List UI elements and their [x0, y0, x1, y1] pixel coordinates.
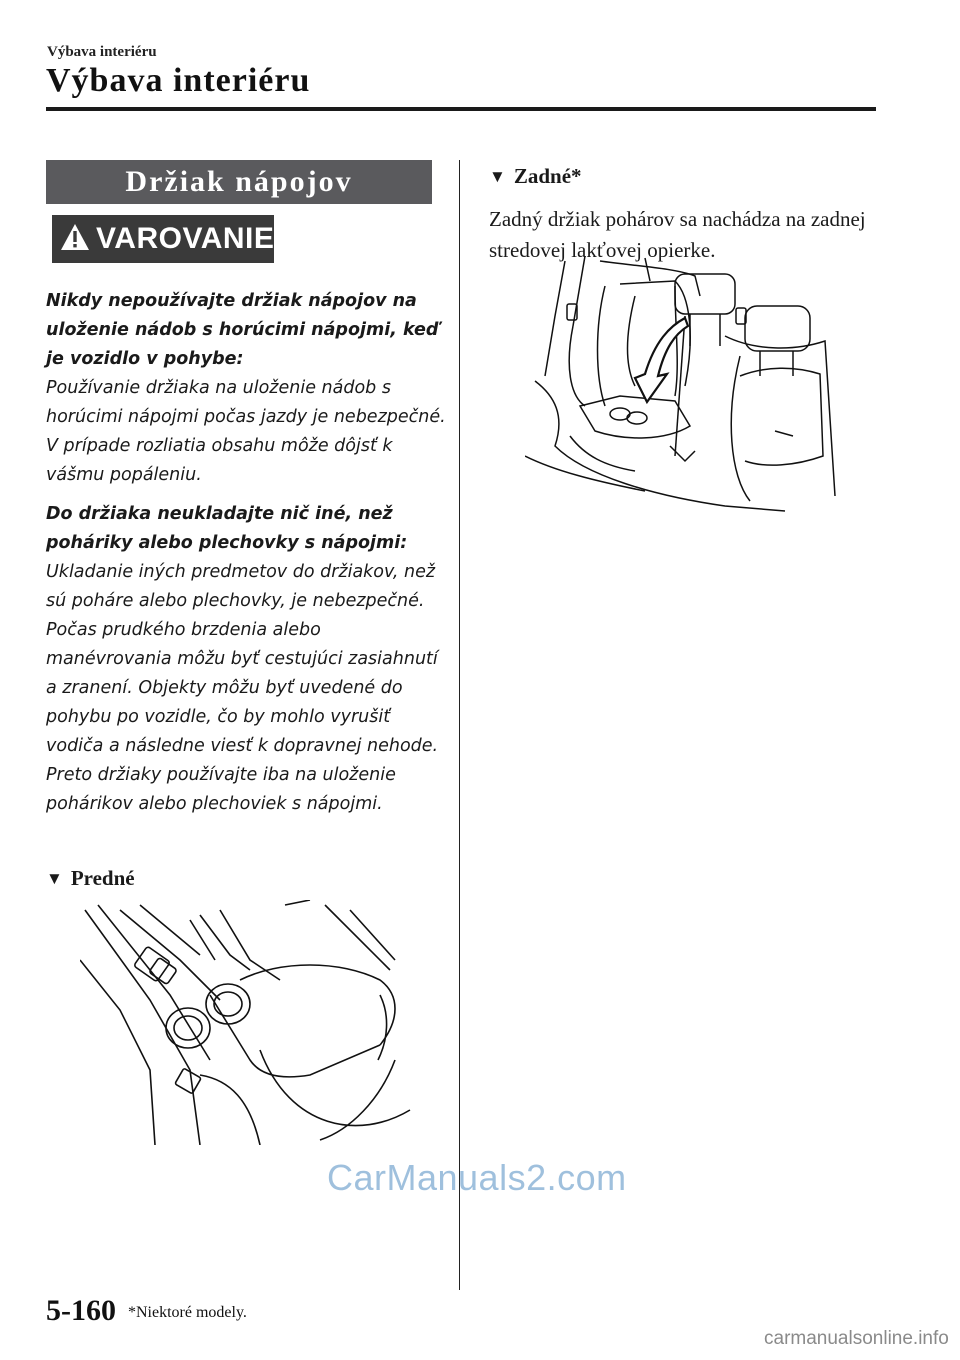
warning2-body-2: Počas prudkého brzdenia alebo manévrovania môžu byť cestujúci zasiahnutí a zranení. Objekty môžu byť uvedené do pohybu po vozidle, čo by mohlo vyrušiť vodiča a následne viesť k dopravnej nehode. Preto držiaky používajte iba na uloženie pohárikov alebo plechoviek s nápojmi.	[46, 620, 439, 814]
column-divider	[459, 160, 460, 1290]
chapter-title: Výbava interiéru	[46, 62, 311, 99]
triangle-marker-icon: ▼	[46, 868, 63, 888]
warning-block-2	[46, 500, 446, 819]
triangle-marker-icon: ▼	[489, 166, 506, 186]
section-banner: Držiak nápojov	[46, 160, 432, 204]
rear-body-text: Zadný držiak pohárov sa nachádza na zadnej stredovej lakťovej opierke.	[489, 207, 866, 262]
footnote: *Niektoré modely.	[128, 1304, 247, 1321]
title-rule	[46, 107, 876, 111]
footer-site: carmanualsonline.info	[764, 1328, 949, 1349]
front-heading	[46, 866, 135, 891]
warning2-body: Ukladanie iných predmetov do držiakov, než sú poháre alebo plechovky, je nebezpečné.	[46, 562, 436, 611]
breadcrumb: Výbava interiéru	[47, 44, 157, 60]
rear-heading	[489, 164, 582, 189]
rear-heading-label: Zadné*	[513, 164, 582, 188]
page-number: 5-160	[46, 1294, 116, 1327]
warning-label: VAROVANIE	[96, 222, 275, 255]
warning1-body: Používanie držiaka na uloženie nádob s horúcimi nápojmi počas jazdy je nebezpečné. V prípade rozliatia obsahu môže dôjsť k vášmu popáleniu.	[46, 378, 446, 485]
warning-badge	[52, 215, 274, 263]
exclamation-triangle-icon	[60, 223, 90, 256]
watermark: CarManuals2.com	[327, 1157, 627, 1198]
front-cupholder-illustration	[80, 900, 420, 1145]
warning1-title: Nikdy nepoužívajte držiak nápojov na uloženie nádob s horúcimi nápojmi, keď je vozidlo v pohybe:	[46, 291, 439, 369]
warning2-title: Do držiaka neukladajte nič iné, než poháriky alebo plechovky s nápojmi:	[46, 504, 408, 553]
front-heading-label: Predné	[70, 866, 135, 890]
warning-block-1	[46, 287, 446, 490]
rear-cupholder-illustration	[525, 256, 845, 518]
